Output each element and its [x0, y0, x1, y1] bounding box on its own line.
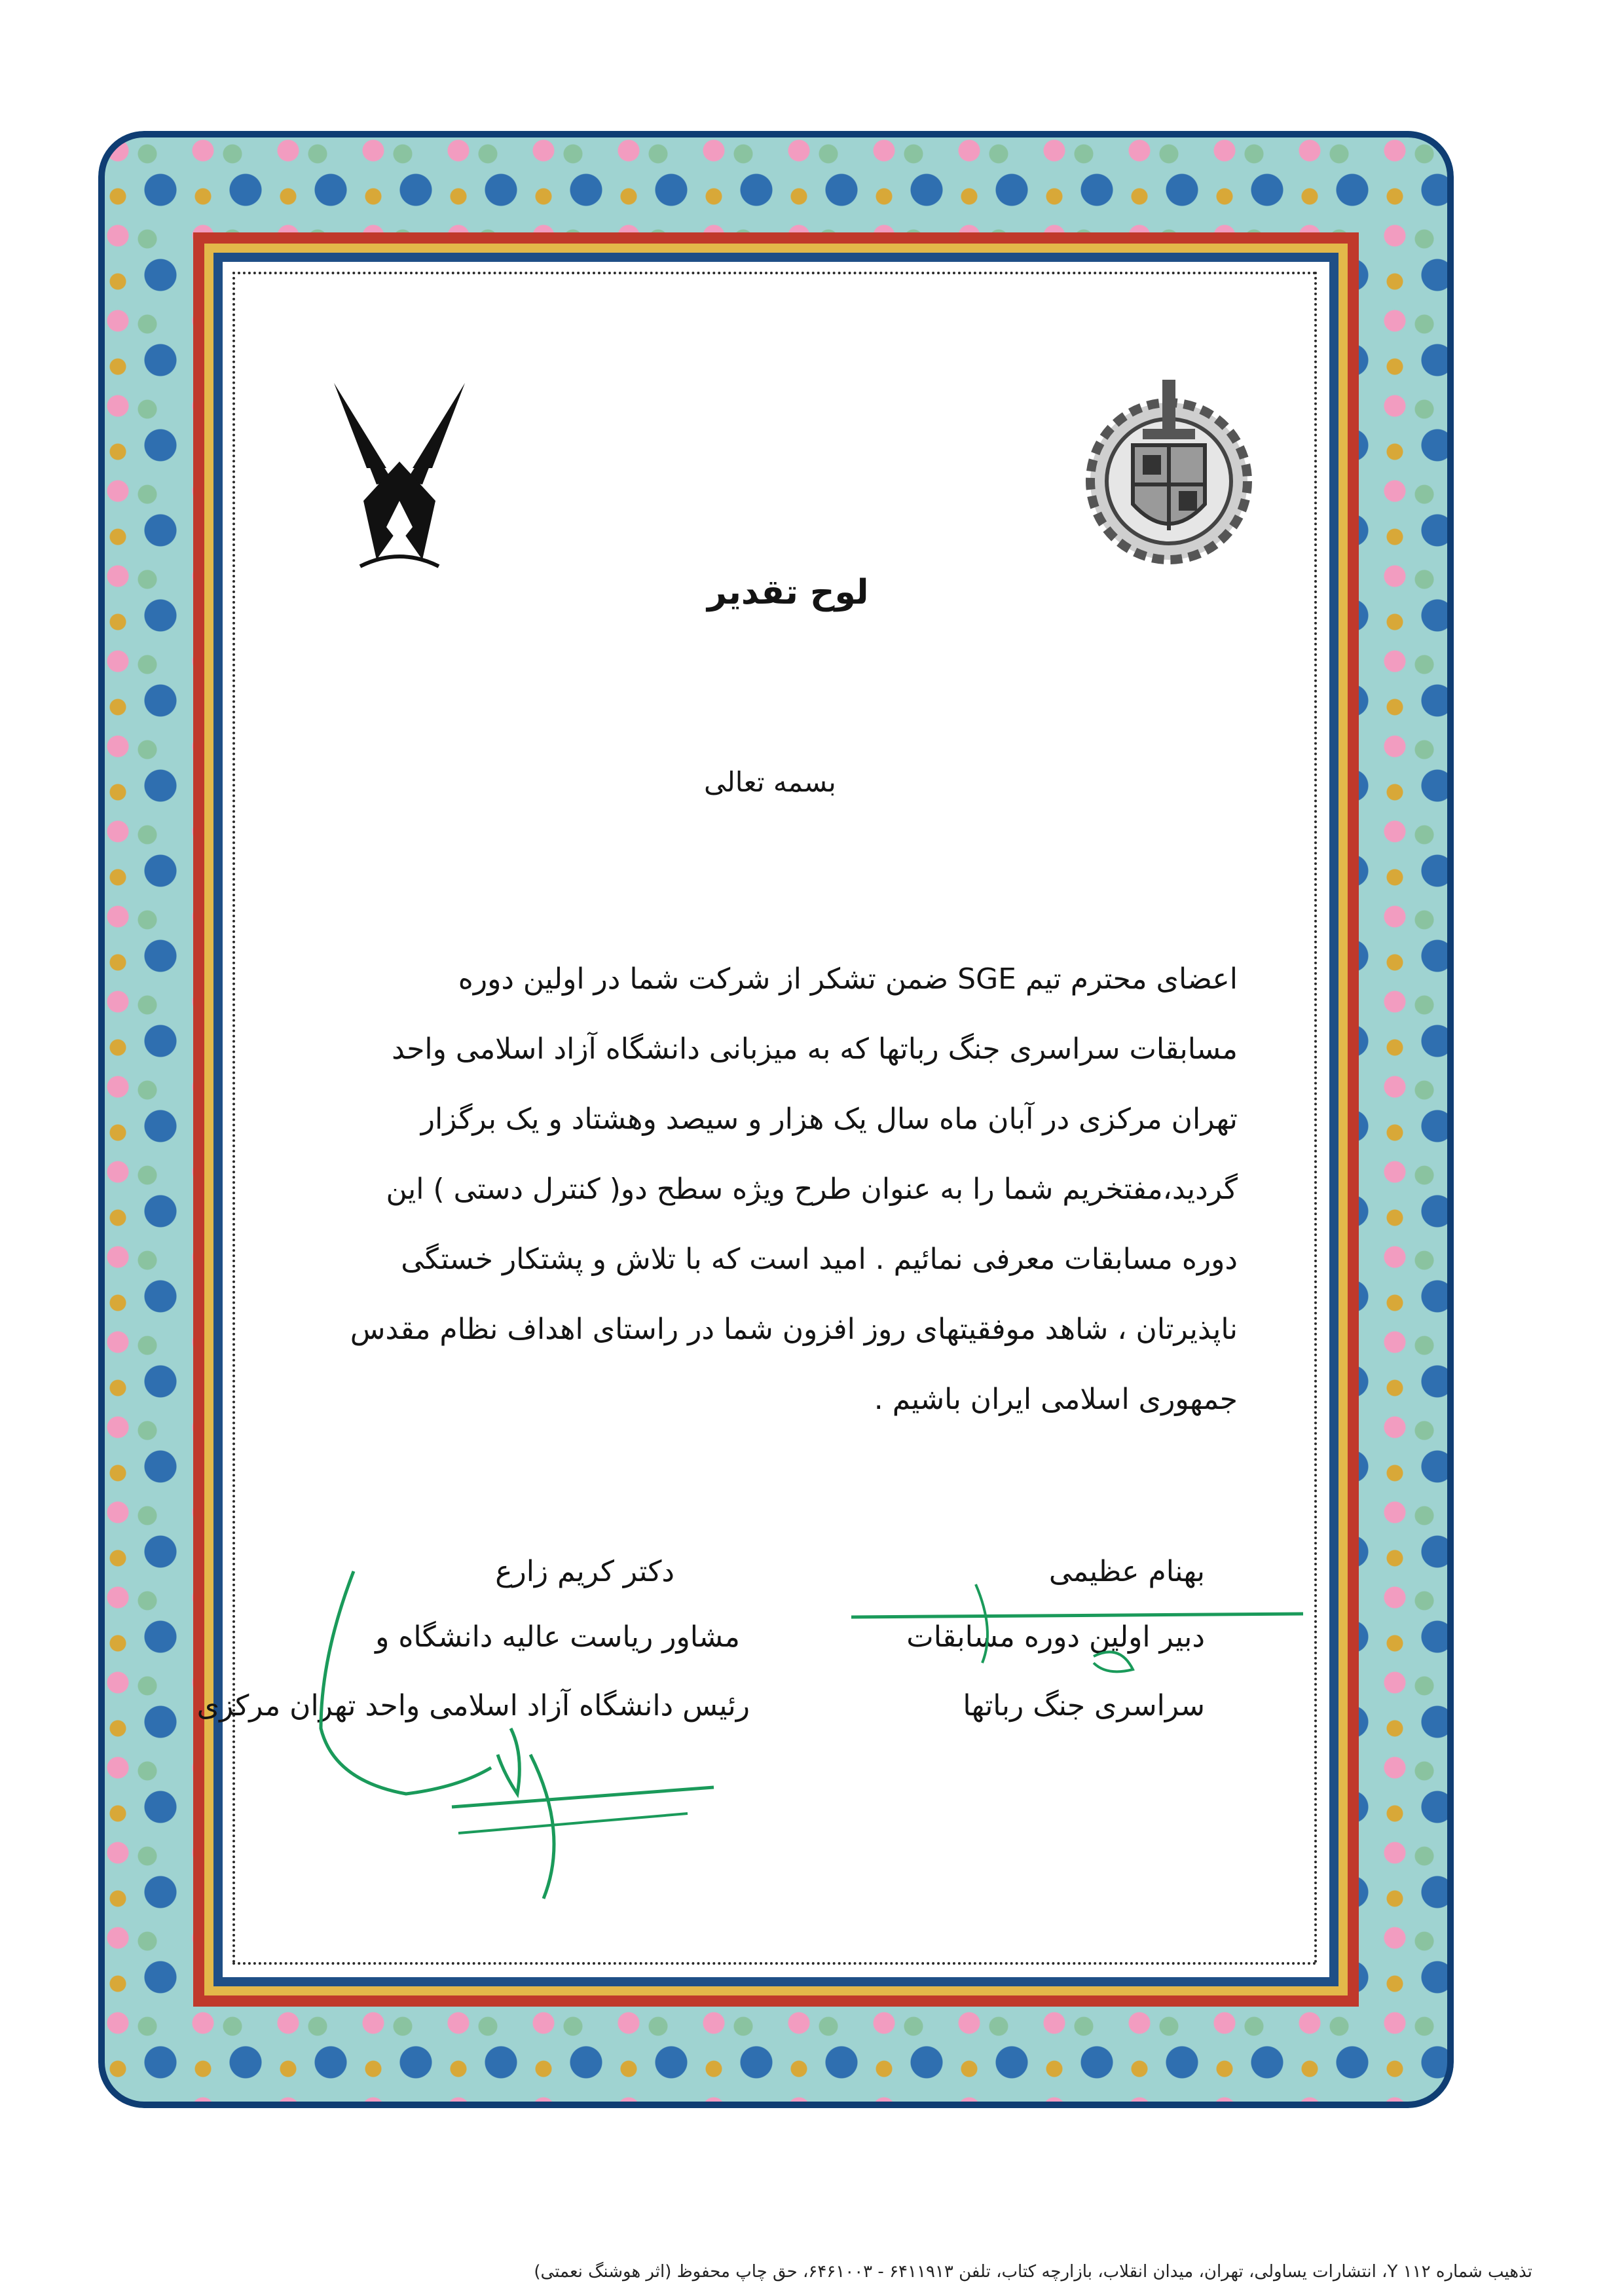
right-signatory-role-2: سراسری جنگ رباتها — [963, 1689, 1205, 1722]
left-signatory-name: دکتر کریم زارع — [495, 1555, 674, 1588]
azad-university-logo — [321, 370, 478, 579]
left-handwritten-signature — [295, 1558, 753, 1951]
printer-footer: تذهیب شماره ۱۱۲ Y، انتشارات یساولی، تهران، میدان انقلاب، بازارچه کتاب، تلفن ۶۴۱۱۹۱۳ - ۶۴۶۱۰۰۳، حق چاپ محفوظ (اثر هوشنگ نعمتی) — [534, 2262, 1532, 2282]
left-signatory-role-2: رئیس دانشگاه آزاد اسلامی واحد تهران مرکزی — [196, 1689, 750, 1722]
body-line: مسابقات سراسری جنگ رباتها که به میزبانی دانشگاه آزاد اسلامی واحد — [392, 1032, 1238, 1066]
bismillah-heading: بسمه تعالی — [704, 766, 836, 798]
certificate-title: لوح تقدیر — [707, 573, 869, 612]
right-signatory-role-1: دبیر اولین دوره مسابقات — [906, 1620, 1205, 1654]
body-line: ناپذیرتان ، شاهد موفقیتهای روز افزون شما در راستای اهداف نظام مقدس — [350, 1313, 1238, 1346]
body-line: تهران مرکزی در آبان ماه سال یک هزار و سیصد وهشتاد و یک برگزار — [420, 1102, 1238, 1136]
body-line: دوره مسابقات معرفی نمائیم . امید است که با تلاش و پشتکار خستگی — [401, 1243, 1238, 1276]
right-handwritten-signature — [845, 1578, 1316, 1709]
body-line: گردید،مفتخریم شما را به عنوان طرح ویژه سطح دو( کنترل دستی ) این — [386, 1173, 1238, 1206]
body-line: جمهوری اسلامی ایران باشیم . — [874, 1383, 1238, 1416]
right-signatory-name: بهنام عظیمی — [1048, 1555, 1205, 1588]
body-line: اعضای محترم تیم SGE ضمن تشکر از شرکت شما در اولین دوره — [458, 962, 1238, 996]
left-signatory-role-1: مشاور ریاست عالیه دانشگاه و — [375, 1620, 740, 1654]
robot-wars-emblem — [1074, 367, 1264, 576]
